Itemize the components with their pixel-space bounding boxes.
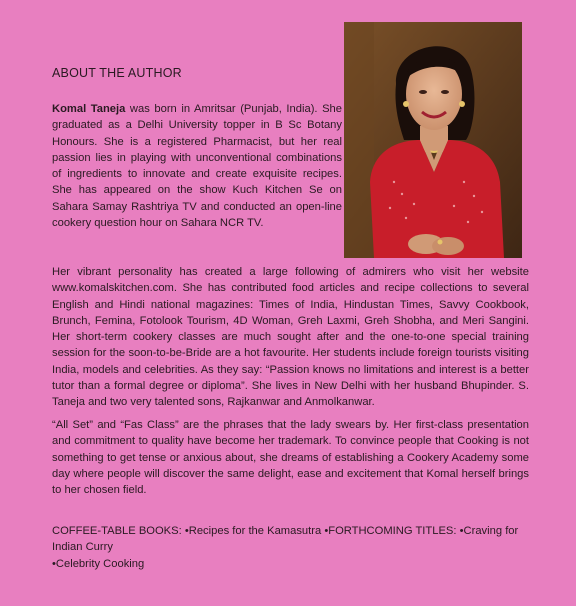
books-list <box>52 523 529 572</box>
bullet: • <box>184 525 189 537</box>
author-name: Komal Taneja <box>52 103 126 115</box>
author-career-paragraph: Her vibrant personality has created a large following of admirers who visit her website www.komalskitchen.com. She has contributed food articles and recipe collections to several English and Hindi national magazines: Times of India, Hindustan Times, Savvy Cookbook, Brunch, Femina, Fotolook Tourism, 4D Woman, Greh Laxmi, Greh Shobha, and Meri Sangini. Her short-term cookery classes are much sought after and the one-to-one special training session for the soon-to-be-Bride are a hot favourite. Her students include foreign tourists visiting India, models and celebrities. As they say: “Passion knows no limitations and interest is a better tutor than a formal degree or diploma”. She lives in New Delhi with her husband Bhupinder. S. Taneja and two very talented sons, Rajkanwar and Anmolkanwar. <box>52 266 529 409</box>
forthcoming-titles-label: FORTHCOMING TITLES: <box>328 525 457 537</box>
book-title: Craving for Indian Curry <box>52 525 519 554</box>
bullet: • <box>459 525 464 537</box>
bullet: • <box>324 525 329 537</box>
author-photo <box>344 22 522 258</box>
bullet: • <box>52 557 56 570</box>
section-heading: ABOUT THE AUTHOR <box>52 66 182 80</box>
author-intro-text: was born in Amritsar (Punjab, India). She graduated as a Delhi University topper in B Sc Botany Honours. She is a registered Pharmacist, but her real passion lies in playing with unconventional combinations of ingredients to innovate and create exquisite recipes. She has appeared on the show Kuch Kitchen Se on Sahara Samay Rashtriya TV and conducted an open-line cookery question hour on Sahara NCR TV. <box>52 103 342 230</box>
book-title: Recipes for the Kamasutra <box>188 525 322 537</box>
author-intro-paragraph <box>52 101 342 231</box>
author-philosophy-paragraph: “All Set” and “Fas Class” are the phrases that the lady swears by. Her first-class presentation and commitment to quality have become her trademark. To convince people that Cooking is not something to get tense or anxious about, she dreams of establishing a Cookery Academy some day where people will discover the same delight, ease and excitement that Komal herself brings to her chosen field. <box>52 419 529 497</box>
coffee-table-books-label: COFFEE-TABLE BOOKS: <box>52 525 182 537</box>
book-title: Celebrity Cooking <box>55 557 145 570</box>
author-portrait-graphic <box>344 22 522 258</box>
